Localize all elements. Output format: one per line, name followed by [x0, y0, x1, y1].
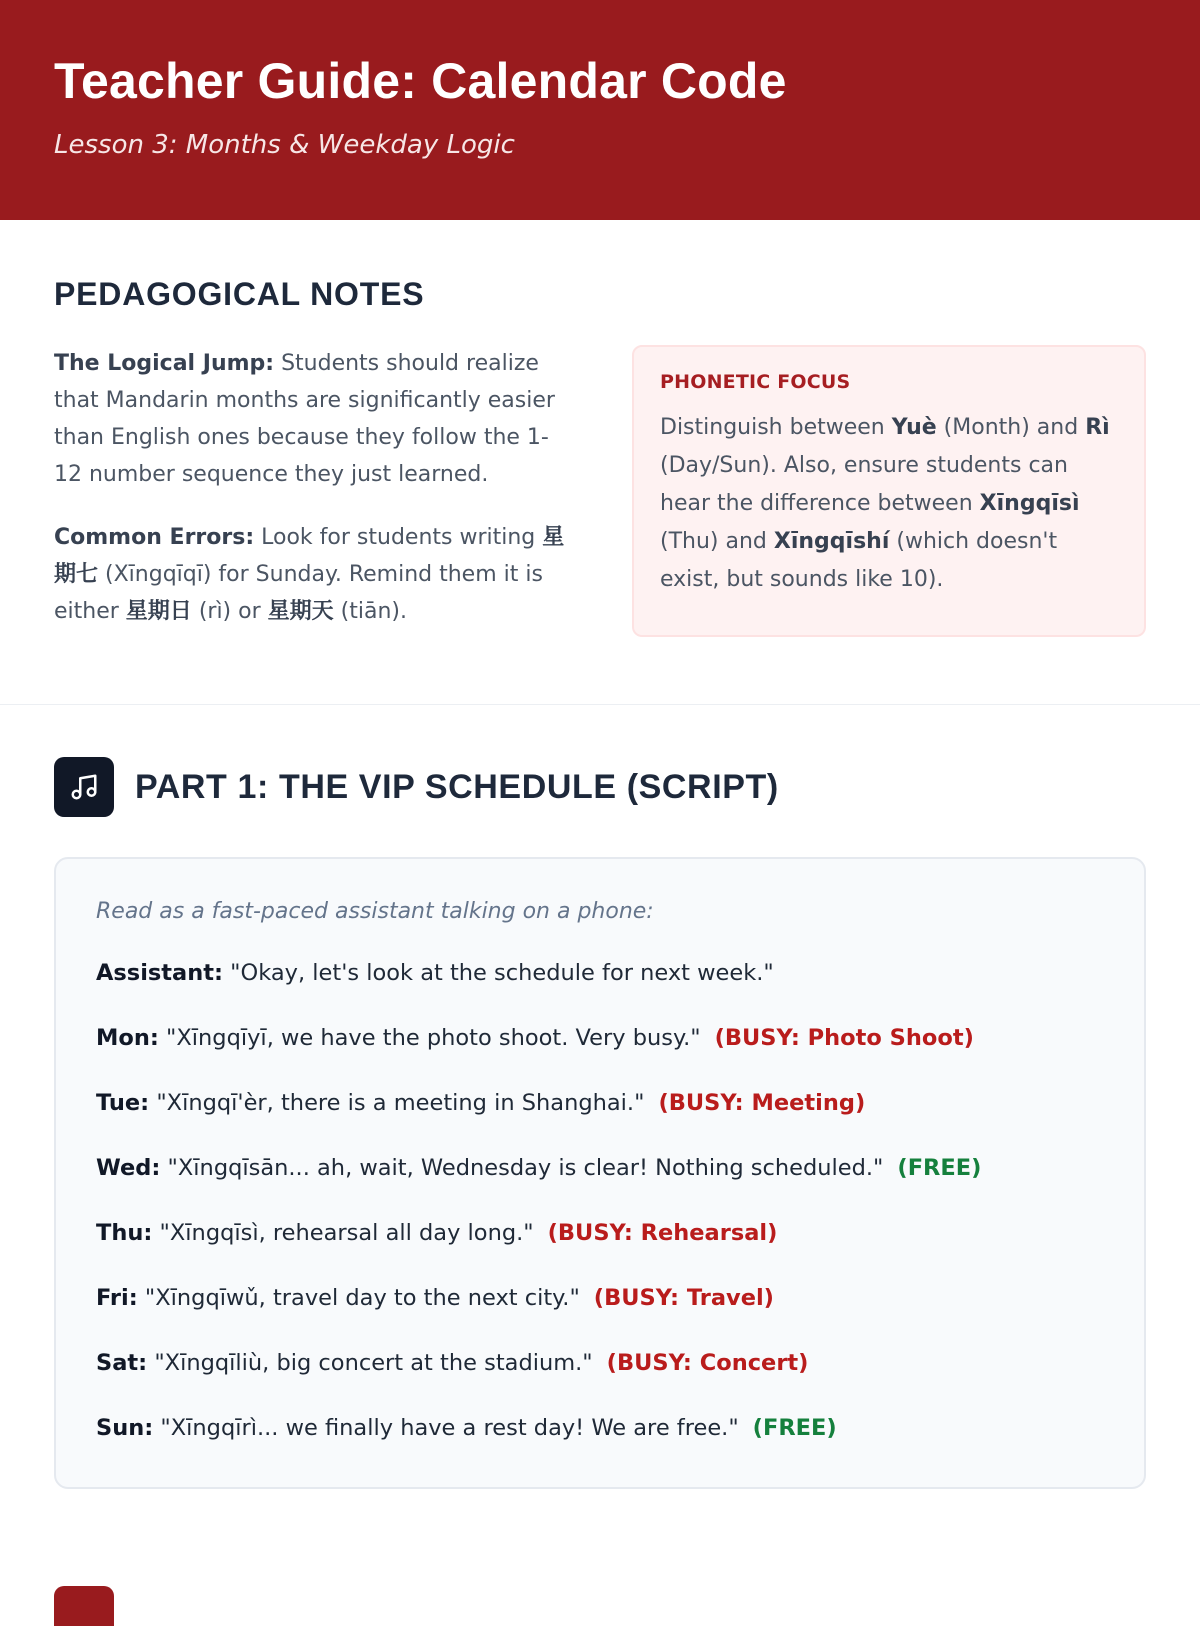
- part1-title: PART 1: THE VIP SCHEDULE (SCRIPT): [135, 767, 779, 806]
- script-text: "Xīngqīyī, we have the photo shoot. Very busy.": [166, 1025, 701, 1051]
- logical-jump-note: [54, 345, 574, 493]
- chinese-term-1: 星期七: [54, 525, 565, 587]
- script-intro: Read as a fast-paced assistant talking on a phone:: [96, 899, 654, 924]
- script-text: "Xīngqīsān... ah, wait, Wednesday is clear! Nothing scheduled.": [167, 1155, 884, 1181]
- script-box: [54, 857, 1146, 1489]
- phonetic-focus-text: [660, 409, 1118, 599]
- script-text: "Xīngqīwǔ, travel day to the next city.": [144, 1285, 580, 1311]
- common-errors-note: [54, 519, 574, 630]
- script-speaker: Sun:: [96, 1415, 154, 1441]
- phonetic-word-3: Xīngqīsì: [979, 491, 1080, 516]
- common-errors-text-3: (rì) or: [198, 599, 261, 624]
- script-speaker: Fri:: [96, 1285, 138, 1311]
- script-speaker: Tue:: [96, 1090, 150, 1116]
- script-text: "Xīngqīliù, big concert at the stadium.": [154, 1350, 593, 1376]
- part2-icon-badge: [54, 1586, 114, 1626]
- script-line: [96, 958, 1104, 1023]
- script-lines: [96, 958, 1104, 1478]
- phonetic-text-5: (which doesn't exist, but sounds like 10).: [660, 529, 1058, 592]
- script-line: [96, 1348, 1104, 1413]
- busy-tag: (BUSY: Concert): [606, 1350, 809, 1376]
- script-speaker: Sat:: [96, 1350, 148, 1376]
- music-note-icon: [54, 757, 114, 817]
- script-speaker: Thu:: [96, 1220, 153, 1246]
- busy-tag: (BUSY: Meeting): [658, 1090, 866, 1116]
- busy-tag: (BUSY: Photo Shoot): [714, 1025, 974, 1051]
- script-text: "Xīngqīsì, rehearsal all day long.": [159, 1220, 534, 1246]
- chinese-term-3: 星期天: [267, 599, 334, 624]
- common-errors-text-2: (Xīngqīqī) for Sunday. Remind them it is either: [54, 562, 543, 624]
- busy-tag: (BUSY: Travel): [593, 1285, 774, 1311]
- part1-section: [0, 705, 1200, 1489]
- script-text: "Xīngqīrì... we finally have a rest day! We are free.": [160, 1415, 739, 1441]
- chinese-term-2: 星期日: [125, 599, 192, 624]
- script-line: [96, 1088, 1104, 1153]
- script-line: [96, 1023, 1104, 1088]
- logical-jump-label: The Logical Jump:: [54, 351, 275, 376]
- phonetic-text-4: (Thu) and: [660, 529, 767, 554]
- free-tag: (FREE): [752, 1415, 837, 1441]
- common-errors-label: Common Errors:: [54, 525, 255, 550]
- logical-jump-text: Students should realize that Mandarin months are significantly easier than English ones because they follow the 1-12 number sequence they just learned.: [54, 351, 555, 487]
- phonetic-focus-box: [632, 345, 1146, 637]
- part1-header: [54, 757, 1146, 817]
- script-line: [96, 1218, 1104, 1283]
- script-line: [96, 1153, 1104, 1218]
- notes-grid: [54, 345, 1146, 656]
- script-line: [96, 1283, 1104, 1348]
- page-title: Teacher Guide: Calendar Code: [54, 53, 787, 109]
- free-tag: (FREE): [897, 1155, 982, 1181]
- script-speaker: Mon:: [96, 1025, 159, 1051]
- phonetic-text-3: (Day/Sun). Also, ensure students can hear the difference between: [660, 453, 1068, 516]
- script-text: "Okay, let's look at the schedule for next week.": [230, 960, 774, 986]
- phonetic-text-2: (Month) and: [943, 415, 1079, 440]
- lesson-subtitle: Lesson 3: Months & Weekday Logic: [54, 130, 515, 160]
- script-text: "Xīngqī'èr, there is a meeting in Shanghai.": [156, 1090, 645, 1116]
- notes-heading: PEDAGOGICAL NOTES: [54, 276, 425, 312]
- common-errors-text-4: (tiān).: [340, 599, 407, 624]
- notes-column: [54, 345, 574, 656]
- phonetic-text-1: Distinguish between: [660, 415, 885, 440]
- phonetic-word-4: Xīngqīshí: [773, 529, 890, 554]
- phonetic-word-1: Yuè: [891, 415, 937, 440]
- pedagogical-notes-section: [0, 220, 1200, 705]
- phonetic-focus-title: PHONETIC FOCUS: [660, 371, 851, 393]
- script-speaker: Assistant:: [96, 960, 224, 986]
- busy-tag: (BUSY: Rehearsal): [547, 1220, 778, 1246]
- page-header: [0, 0, 1200, 220]
- common-errors-text-1: Look for students writing: [261, 525, 536, 550]
- phonetic-word-2: Rì: [1085, 415, 1110, 440]
- script-line: [96, 1413, 1104, 1478]
- script-speaker: Wed:: [96, 1155, 161, 1181]
